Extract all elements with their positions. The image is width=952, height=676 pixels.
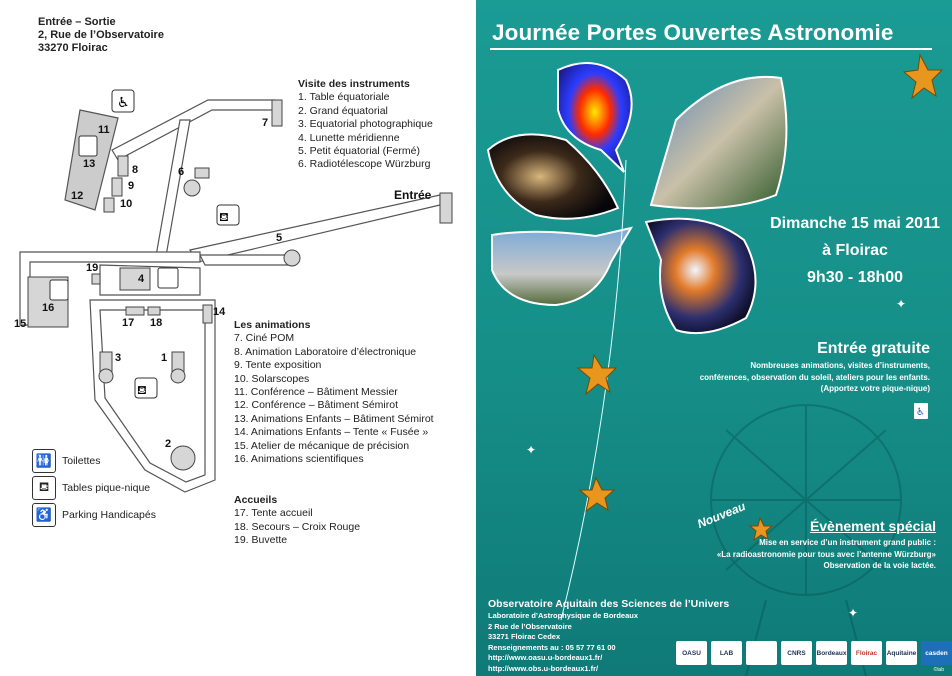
legend-label: Tables pique-nique: [62, 482, 151, 494]
wheelchair-icon: ♿: [32, 503, 56, 527]
list-item: 15. Atelier de mécanique de précision: [234, 439, 410, 452]
map-picnic-glyph: ⛾: [137, 383, 147, 397]
list-item: 14. Animations Enfants – Tente « Fusée »: [234, 426, 429, 439]
date-line: 9h30 - 18h00: [807, 269, 904, 286]
map-label-9: 9: [128, 180, 135, 192]
partner-logos: [676, 641, 952, 665]
map-toilet-1: [79, 136, 97, 156]
nouveau-badge: Nouveau: [695, 499, 748, 531]
building-7: [272, 100, 282, 126]
dome-3: [99, 369, 113, 383]
list-item: 3. Equatorial photographique: [298, 118, 433, 131]
dome-1: [171, 369, 185, 383]
list-item: 5. Petit équatorial (Fermé): [298, 145, 420, 158]
entree-gratuite-heading: Entrée gratuite: [817, 340, 930, 357]
path-to-5: [200, 255, 290, 265]
building-6: [195, 168, 209, 178]
map-label-17: 17: [122, 317, 135, 329]
map-label-6: 6: [178, 166, 185, 178]
event-heading: Évènement spécial: [809, 518, 936, 534]
map-label-entree: Entrée: [394, 188, 432, 202]
list-item: 18. Secours – Croix Rouge: [234, 520, 361, 533]
list-item: 11. Conférence – Bâtiment Messier: [234, 386, 398, 399]
logo-cnrs: CNRS: [781, 641, 812, 665]
logo-floirac: Floirac: [851, 641, 882, 665]
list-item: 1. Table équatoriale: [298, 91, 390, 104]
legend-parking: [32, 503, 156, 527]
animations-list: [234, 319, 434, 466]
instruments-list: [298, 78, 433, 172]
petal-nebula: [646, 219, 756, 334]
map-label-5: 5: [276, 232, 283, 244]
logo-lab: LAB: [711, 641, 742, 665]
building-18: [148, 307, 160, 315]
logo-aquitaine: Aquitaine: [886, 641, 917, 665]
instruments-heading: Visite des instruments: [298, 78, 410, 90]
dome-2: [171, 446, 195, 470]
star-icon: ✦: [848, 606, 859, 620]
text-line: Renseignements au : 05 57 77 61 00: [488, 642, 616, 652]
date-line: Dimanche 15 mai 2011: [770, 215, 940, 232]
map-label-4: 4: [138, 273, 145, 285]
building-entree: [440, 193, 452, 223]
list-item: 13. Animations Enfants – Bâtiment Sémirot: [234, 412, 434, 425]
list-item: 6. Radiotélescope Würzburg: [298, 158, 431, 171]
dome-6: [184, 180, 200, 196]
map-toilet-2: [50, 280, 68, 300]
map-label-15: 15: [14, 318, 27, 330]
text-line: conférences, observation du soleil, ateliers pour les enfants.: [699, 372, 930, 382]
poster-title: Journée Portes Ouvertes Astronomie: [492, 20, 894, 45]
organization-name: Observatoire Aquitain des Sciences de l’Univers: [488, 598, 730, 610]
building-10: [104, 198, 114, 212]
petal-radiotelescopes: [492, 228, 631, 305]
list-item: 4. Lunette méridienne: [298, 131, 400, 144]
building-19: [92, 274, 100, 284]
map-label-19: 19: [86, 262, 99, 274]
map-label-12: 12: [71, 190, 84, 202]
map-label-16: 16: [42, 302, 55, 314]
entree-gratuite-text: [630, 360, 930, 395]
map-label-1: 1: [161, 352, 168, 364]
legend-toilettes: [32, 449, 101, 473]
logo-oasu: OASU: [676, 641, 707, 665]
map-label-2: 2: [165, 438, 172, 450]
building-17: [126, 307, 144, 315]
address-line: Entrée – Sortie: [38, 16, 116, 28]
map-label-11: 11: [98, 124, 110, 136]
logo-bordeaux: Bordeaux: [816, 641, 847, 665]
map-picnic-glyph: ⛾: [219, 210, 229, 224]
poster-panel: [476, 0, 952, 676]
list-item: 17. Tente accueil: [234, 507, 313, 520]
list-item: 12. Conférence – Bâtiment Sémirot: [234, 399, 399, 412]
event-text: [616, 537, 936, 572]
star-icon: ✦: [896, 297, 907, 311]
map-label-7: 7: [262, 117, 269, 129]
list-item: 7. Ciné POM: [234, 332, 295, 345]
text-line: 2 Rue de l’Observatoire: [488, 621, 572, 631]
text-line: (Apportez votre pique-nique): [820, 384, 930, 393]
animations-heading: Les animations: [234, 319, 311, 331]
organization-details: [488, 611, 638, 674]
toilet-icon: 🚻: [32, 449, 56, 473]
building-9: [112, 178, 122, 196]
legend-picnic: [32, 476, 150, 500]
petal-images: [476, 0, 952, 676]
map-label-14: 14: [213, 306, 226, 318]
list-item: 8. Animation Laboratoire d’électronique: [234, 345, 417, 358]
legend-label: Parking Handicapés: [62, 509, 156, 521]
accueils-list: [234, 494, 360, 548]
list-item: 9. Tente exposition: [234, 359, 322, 372]
legend-label: Toilettes: [62, 455, 101, 467]
text-line: Mise en service d’un instrument grand public :: [759, 538, 936, 547]
event-date-block: [770, 210, 940, 291]
building-4: [120, 268, 150, 290]
text-line: Nombreuses animations, visites d’instruments,: [750, 361, 930, 370]
link-url: http://www.obs.u-bordeaux1.fr/: [488, 663, 599, 673]
list-item: 10. Solarscopes: [234, 372, 310, 385]
path-to-7: [112, 100, 275, 160]
map-parking-glyph: ♿: [117, 95, 130, 111]
list-item: 2. Grand équatorial: [298, 104, 388, 117]
map-label-10: 10: [120, 198, 133, 210]
list-item: 16. Animations scientifiques: [234, 453, 364, 466]
text-line: Laboratoire d’Astrophysique de Bordeaux: [488, 611, 639, 620]
map-label-3: 3: [115, 352, 122, 364]
list-item: 19. Buvette: [234, 534, 288, 547]
accueils-heading: Accueils: [234, 494, 278, 506]
building-14: [203, 305, 212, 323]
photo-credit: ©lab: [933, 667, 944, 673]
text-line: Observation de la voie lactée.: [823, 561, 936, 570]
logo-casden: casden: [921, 641, 952, 665]
map-label-18: 18: [150, 317, 163, 329]
petal-building: [651, 77, 786, 208]
date-line: à Floirac: [822, 242, 888, 259]
map-toilet-3: [158, 268, 178, 288]
text-line: 33271 Floirac Cedex: [488, 632, 561, 641]
address-line: 33270 Floirac: [38, 42, 108, 54]
address-line: 2, Rue de l’Observatoire: [38, 29, 164, 41]
dome-5: [284, 250, 300, 266]
picnic-table-icon: ⛾: [32, 476, 56, 500]
star-icon: ✦: [526, 443, 537, 457]
logo-university: [746, 641, 777, 665]
link-url: http://www.oasu.u-bordeaux1.fr/: [488, 653, 603, 662]
map-label-13: 13: [83, 158, 96, 170]
wheelchair-icon: ♿: [916, 407, 925, 418]
map-label-8: 8: [132, 164, 139, 176]
building-8: [118, 156, 128, 176]
text-line: «La radioastronomie pour tous avec l’antenne Würzburg»: [716, 549, 936, 559]
